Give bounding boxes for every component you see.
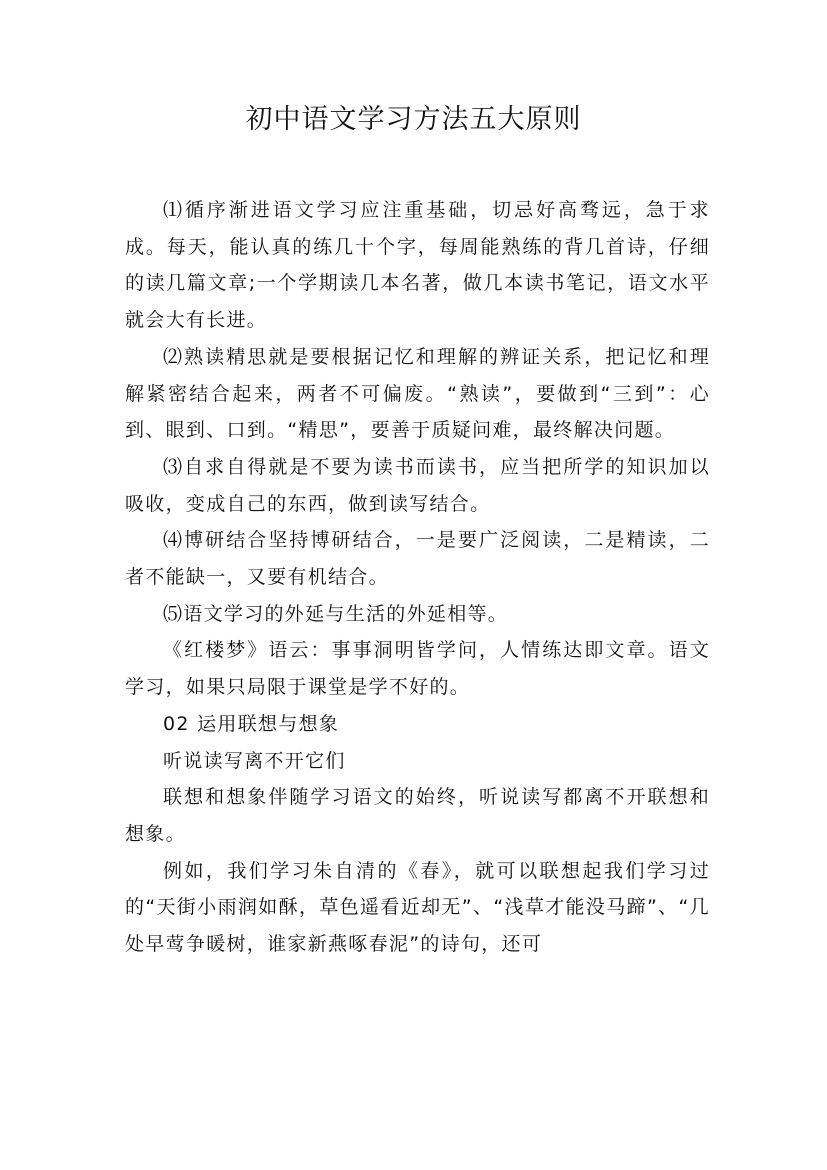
section-subheading: 听说读写离不开它们 (163, 749, 346, 772)
paragraph: ⑸语文学习的外延与生活的外延相等。 (163, 602, 509, 625)
paragraph: ⑷博研结合坚持博研结合，一是要广泛阅读，二是精读，二者不能缺一，又要有机结合。 (125, 529, 710, 589)
paragraph: ⑶自求自得就是不要为读书而读书，应当把所学的知识加以吸收，变成自己的东西，做到读写结合。 (125, 455, 710, 515)
document-title: 初中语文学习方法五大原则 (245, 104, 582, 135)
paragraph: 联想和想象伴随学习语文的始终，听说读写都离不开联想和想象。 (125, 786, 710, 845)
paragraph: 《红楼梦》语云：事事洞明皆学问，人情练达即文章。语文学习，如果只局限于课堂是学不好的。 (125, 639, 710, 699)
paragraph: ⑴循序渐进语文学习应注重基础，切忌好高骛远，急于求成。每天，能认真的练几十个字，每周能熟练的背几首诗，仔细的读几篇文章;一个学期读几本名著，做几本读书笔记，语文水平就会大有长进。 (125, 199, 710, 332)
paragraph: 例如，我们学习朱自清的《春》，就可以联想起我们学习过的“天街小雨润如酥，草色遥看近却无”、“浅草才能没马蹄”、“几处早莺争暖树，谁家新燕啄春泥”的诗句，还可 (125, 859, 710, 956)
document-body (125, 192, 710, 963)
section-heading: 02 运用联想与想象 (163, 712, 340, 735)
paragraph: ⑵熟读精思就是要根据记忆和理解的辨证关系，把记忆和理解紧密结合起来，两者不可偏废。“熟读”，要做到“三到”：心到、眼到、口到。“精思”，要善于质疑问难，最终解决问题。 (125, 345, 710, 442)
